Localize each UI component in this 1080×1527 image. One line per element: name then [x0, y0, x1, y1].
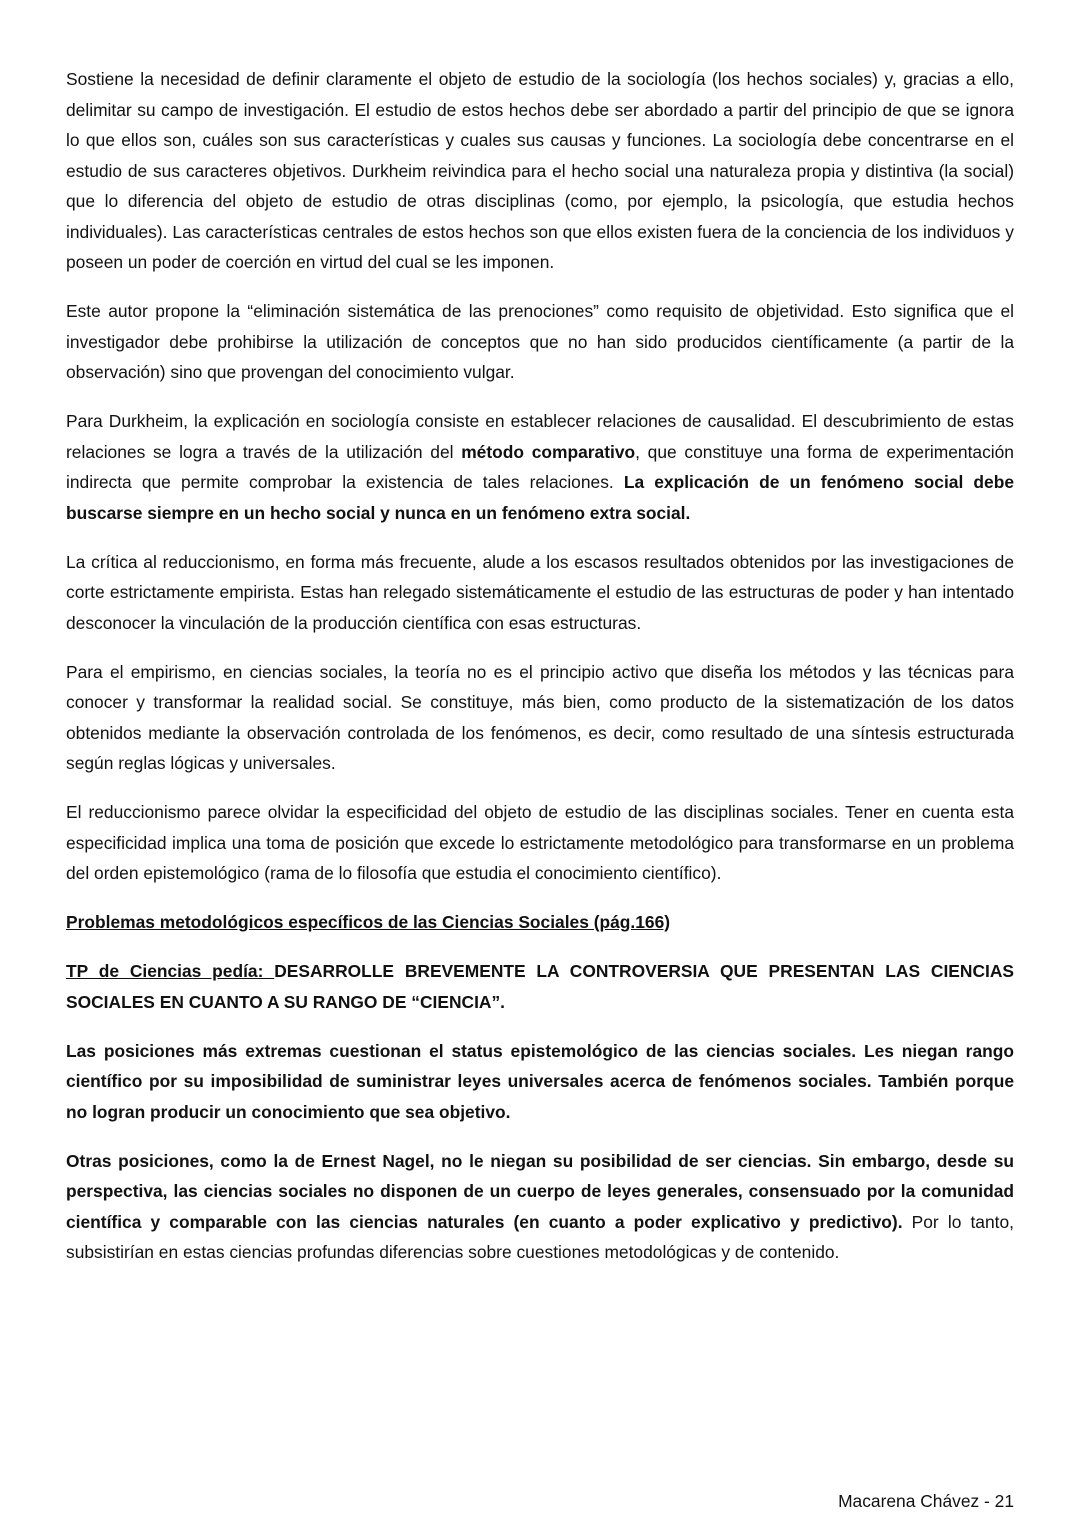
document-page: [66, 64, 1014, 1286]
bold-text: método comparativo: [461, 441, 636, 462]
tp-label: TP de Ciencias pedía:: [66, 961, 275, 981]
bold-text: Otras posiciones, como la de Ernest Nagel, no le niegan su posibilidad de ser ciencias. Sin embargo, desde su perspectiva, las ciencias sociales no disponen de un cuerpo de leyes generales, consensuado por la comunidad científica y comparable con las ciencias naturales (en cuanto a poder explicativo y predictivo).: [66, 1150, 1014, 1232]
tp-question: [66, 956, 1014, 1017]
paragraph-posiciones-extremas: [66, 1036, 1014, 1128]
paragraph-especificidad: El reduccionismo parece olvidar la especificidad del objeto de estudio de las disciplinas sociales. Tener en cuenta esta especificidad implica una toma de posición que excede lo estrictamente metodológico para transformarse en un problema del orden epistemológico (rama de lo filosofía que estudia el conocimiento científico).: [66, 802, 1014, 883]
text: , que constituye una forma de experimentación indirecta que permite comprobar la existencia de tales relaciones.: [66, 441, 1014, 492]
paragraph-critica-reduccionismo: La crítica al reduccionismo, en forma más frecuente, alude a los escasos resultados obtenidos por las investigaciones de corte estrictamente empirista. Estas han relegado sistemáticamente el estudio de las estructuras de poder y han intentado desconocer la vinculación de la producción científica con esas estructuras.: [66, 551, 1014, 633]
page-footer: Macarena Chávez - 21: [838, 1491, 1014, 1511]
text: Por lo tanto, subsistirían en estas ciencias profundas diferencias sobre cuestiones metodológicas y de contenido.: [66, 1211, 1014, 1262]
bold-text: Las posiciones más extremas cuestionan el status epistemológico de las ciencias sociales. Les niegan rango científico por su imposibilidad de suministrar leyes universales acerca de fenómenos sociales. También porque no logran producir un conocimiento que sea objetivo.: [66, 1040, 1014, 1122]
paragraph-metodo-comparativo: [66, 406, 1014, 528]
paragraph-empirismo: Para el empirismo, en ciencias sociales, la teoría no es el principio activo que diseña los métodos y las técnicas para conocer y transformar la realidad social. Se constituye, más bien, como producto de la sistematización de los datos obtenidos mediante la observación controlada de los fenómenos, es decir, como resultado de una síntesis estructurada según reglas lógicas y universales.: [66, 661, 1014, 773]
tp-question-text: DESARROLLE BREVEMENTE LA CONTROVERSIA QUE PRESENTAN LAS CIENCIAS SOCIALES EN CUANTO A SU RANGO DE “CIENCIA”.: [66, 961, 1014, 1012]
heading-text: Problemas metodológicos específicos de las Ciencias Sociales (pág.166): [66, 912, 671, 932]
text: Para Durkheim, la explicación en sociología consiste en establecer relaciones de causalidad. El descubrimiento de estas relaciones se logra a través de la utilización del: [66, 411, 1014, 462]
paragraph-nagel: [66, 1146, 1014, 1268]
paragraph-hechos-sociales: Sostiene la necesidad de definir claramente el objeto de estudio de la sociología (los hechos sociales) y, gracias a ello, delimitar su campo de investigación. El estudio de estos hechos debe ser abordado a partir del principio de que se ignora lo que ellos son, cuáles son sus características y cuales sus causas y funciones. La sociología debe concentrarse en el estudio de sus caracteres objetivos. Durkheim reivindica para el hecho social una naturaleza propia y distintiva (la social) que lo diferencia del objeto de estudio de otras disciplinas (como, por ejemplo, la psicología, que estudia hechos individuales). Las características centrales de estos hechos son que ellos existen fuera de la conciencia de los individuos y poseen un poder de coerción en virtud del cual se les imponen.: [66, 69, 1014, 272]
paragraph-prenociones: Este autor propone la “eliminación sistemática de las prenociones” como requisito de objetividad. Esto significa que el investigador debe prohibirse la utilización de conceptos que no han sido producidos científicamente (a partir de la observación) sino que provengan del conocimiento vulgar.: [66, 301, 1014, 382]
bold-text: La explicación de un fenómeno social debe buscarse siempre en un hecho social y nunca en un fenómeno extra social.: [66, 472, 1014, 523]
section-heading: [66, 907, 1014, 938]
